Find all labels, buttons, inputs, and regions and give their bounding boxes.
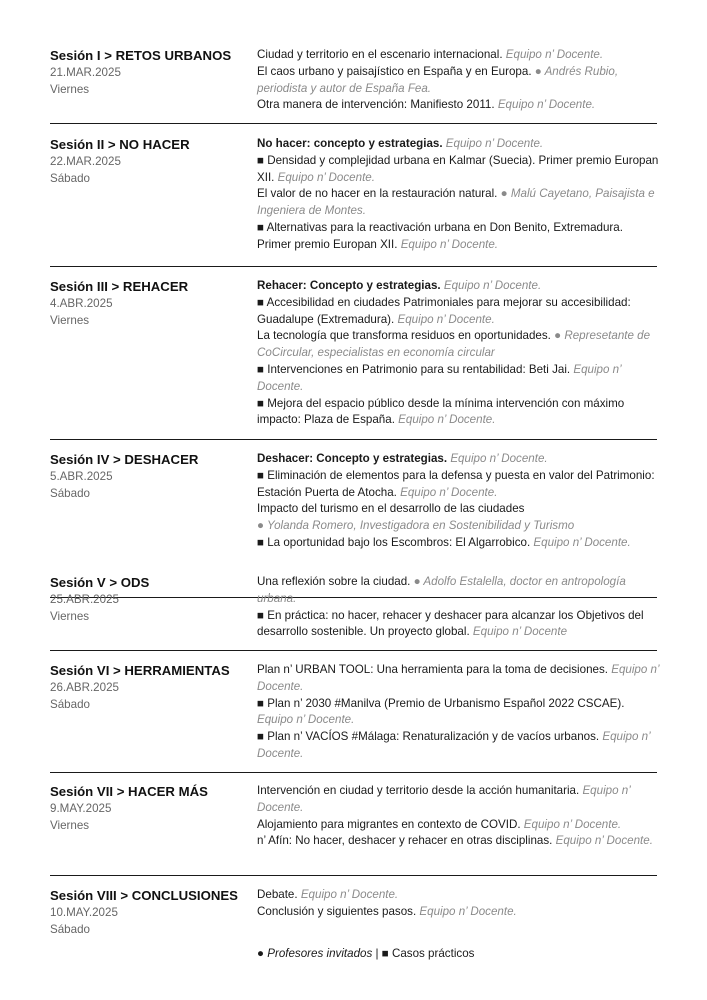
session-content bbox=[257, 574, 659, 641]
session-content bbox=[257, 783, 659, 850]
session-header bbox=[50, 887, 250, 938]
session-block bbox=[50, 278, 657, 440]
legend-cases: ■ Casos prácticos bbox=[381, 947, 475, 960]
speaker-note: Equipo n’ Docente. bbox=[533, 535, 631, 549]
topic-text: El valor de no hacer en la restauración natural. bbox=[257, 187, 501, 201]
topic-text: ■ La oportunidad bajo los Escombros: El Algarrobico. bbox=[257, 535, 534, 549]
session-header bbox=[50, 278, 250, 329]
session-line bbox=[257, 328, 659, 362]
session-block bbox=[50, 662, 657, 773]
session-line bbox=[257, 662, 659, 696]
session-line bbox=[257, 783, 659, 817]
session-title: Sesión II > NO HACER bbox=[50, 137, 190, 152]
session-day: Sábado bbox=[50, 172, 90, 185]
session-header bbox=[50, 451, 250, 502]
session-title: Sesión V > ODS bbox=[50, 575, 150, 590]
legend bbox=[257, 946, 474, 962]
session-line bbox=[257, 362, 659, 396]
session-title: Sesión VI > HERRAMIENTAS bbox=[50, 663, 230, 678]
session-title: Sesión VIII > CONCLUSIONES bbox=[50, 888, 238, 903]
speaker-note: Equipo n’ Docente. bbox=[445, 137, 544, 150]
topic-text: Ciudad y territorio en el escenario internacional. bbox=[257, 48, 506, 61]
session-line bbox=[257, 887, 659, 904]
session-content bbox=[257, 662, 659, 763]
session-line bbox=[257, 817, 659, 834]
session-block bbox=[50, 47, 657, 124]
session-date: 21.MAR.2025 bbox=[50, 66, 121, 79]
session-day: Viernes bbox=[50, 819, 90, 832]
topic-text: Intervención en ciudad y territorio desde la acción humanitaria. bbox=[257, 784, 583, 797]
session-date: 25.ABR.2025 bbox=[50, 593, 119, 606]
session-line bbox=[257, 64, 659, 98]
topic-text: n’ Afín: No hacer, deshacer y rehacer en otras disciplinas. bbox=[257, 834, 556, 848]
topic-text: La tecnología que transforma residuos en oportunidades. bbox=[257, 329, 555, 343]
session-line bbox=[257, 518, 659, 535]
session-content bbox=[257, 47, 659, 114]
speaker-note: ● Malú Cayetano, Paisajista e Ingeniera de Montes. bbox=[257, 187, 655, 218]
speaker-note: Equipo n’ Docente bbox=[472, 625, 568, 639]
session-day: Sábado bbox=[50, 698, 90, 711]
session-line bbox=[257, 186, 659, 220]
session-date: 22.MAR.2025 bbox=[50, 155, 121, 168]
session-line bbox=[257, 696, 659, 730]
speaker-note: Equipo n’ Docente. bbox=[419, 904, 517, 918]
session-line bbox=[257, 220, 659, 254]
speaker-note: Equipo n’ Docente. bbox=[505, 48, 604, 61]
speaker-note: ● Represetante de CoCircular, especialistas en economía circular bbox=[257, 329, 651, 360]
speaker-note: Equipo n’ Docente. bbox=[555, 834, 653, 848]
topic-text: ■ Plan n’ 2030 #Manilva (Premio de Urbanismo Español 2022 CSCAE). bbox=[257, 696, 625, 710]
session-line bbox=[257, 153, 659, 187]
session-date: 26.ABR.2025 bbox=[50, 681, 119, 694]
session-day: Viernes bbox=[50, 610, 90, 623]
session-line bbox=[257, 278, 659, 295]
speaker-note: Equipo n’ Docente. bbox=[400, 237, 499, 251]
topic-text: El caos urbano y paisajístico en España y en Europa. bbox=[257, 64, 535, 78]
topic-text: Debate. bbox=[257, 888, 301, 901]
topic-text: ■ Accesibilidad en ciudades Patrimoniales para mejorar su accesibilidad: Guadalupe (Extremadura). bbox=[257, 295, 631, 326]
session-date: 10.MAY.2025 bbox=[50, 906, 118, 919]
topic-text: Plan n’ URBAN TOOL: Una herramienta para la toma de decisiones. bbox=[257, 663, 612, 676]
session-line bbox=[257, 574, 659, 608]
topic-text: Alojamiento para migrantes en contexto de COVID. bbox=[257, 817, 524, 831]
session-content bbox=[257, 887, 659, 921]
session-line bbox=[257, 47, 659, 64]
session-line bbox=[257, 451, 659, 468]
session-line bbox=[257, 136, 659, 153]
session-day: Viernes bbox=[50, 83, 90, 96]
speaker-note: Equipo n’ Docente. bbox=[397, 312, 495, 326]
session-header bbox=[50, 574, 250, 625]
topic-text: Una reflexión sobre la ciudad. bbox=[257, 575, 414, 588]
topic-text: ■ En práctica: no hacer, rehacer y deshacer para alcanzar los Objetivos del desarrollo sostenible. Un proyecto global. bbox=[257, 608, 644, 639]
topic-heading: Deshacer: Concepto y estrategias. bbox=[257, 452, 451, 465]
session-header bbox=[50, 47, 250, 98]
session-content bbox=[257, 278, 659, 429]
speaker-note: Equipo n’ Docente. bbox=[398, 413, 496, 427]
session-header bbox=[50, 136, 250, 187]
speaker-note: Equipo n’ Docente. bbox=[450, 452, 548, 465]
speaker-note: Equipo n’ Docente. bbox=[400, 485, 498, 499]
topic-text: ■ Densidad y complejidad urbana en Kalmar (Suecia). Primer premio Europan XII. bbox=[257, 153, 659, 184]
session-line bbox=[257, 295, 659, 329]
session-line bbox=[257, 396, 659, 430]
speaker-note: Equipo n’ Docente. bbox=[300, 888, 399, 901]
session-header bbox=[50, 662, 250, 713]
session-date: 9.MAY.2025 bbox=[50, 802, 112, 815]
topic-text: ■ Intervenciones en Patrimonio para su rentabilidad: Beti Jai. bbox=[257, 362, 574, 376]
session-date: 5.ABR.2025 bbox=[50, 470, 113, 483]
topic-text: Impacto del turismo en el desarrollo de las ciudades bbox=[257, 502, 525, 516]
legend-guests: ● Profesores invitados bbox=[257, 947, 373, 960]
session-content bbox=[257, 451, 659, 552]
topic-text: ■ Eliminación de elementos para la defensa y puesta en valor del Patrimonio: Estación Puerta de Atocha. bbox=[257, 468, 655, 499]
speaker-note: Equipo n’ Docente. bbox=[497, 98, 596, 112]
speaker-note: Equipo n’ Docente. bbox=[257, 362, 622, 393]
speaker-note: ● Andrés Rubio, periodista y autor de España Fea. bbox=[257, 64, 619, 95]
legend-separator: | bbox=[372, 947, 382, 960]
topic-text: ■ Mejora del espacio público desde la mínima intervención con máximo impacto: Plaza de España. bbox=[257, 396, 625, 427]
session-line bbox=[257, 833, 659, 850]
session-line bbox=[257, 97, 659, 114]
speaker-note: Equipo n’ Docente. bbox=[257, 730, 651, 760]
speaker-note: ● Yolanda Romero, Investigadora en Sostenibilidad y Turismo bbox=[257, 519, 575, 533]
speaker-note: Equipo n’ Docente. bbox=[523, 817, 622, 831]
topic-heading: No hacer: concepto y estrategias. bbox=[257, 137, 446, 150]
topic-text: ■ Alternativas para la reactivación urbana en Don Benito, Extremadura. Primer premio Europan XII. bbox=[257, 220, 623, 251]
session-title: Sesión III > REHACER bbox=[50, 279, 189, 294]
session-header bbox=[50, 783, 250, 834]
session-line bbox=[257, 729, 659, 763]
topic-text: ■ Plan n’ VACÍOS #Málaga: Renaturalización y de vacíos urbanos. bbox=[257, 730, 603, 744]
session-content bbox=[257, 136, 659, 254]
speaker-note: Equipo n’ Docente. bbox=[257, 713, 355, 727]
speaker-note: Equipo n’ Docente. bbox=[277, 170, 375, 184]
speaker-note: ● Adolfo Estalella, doctor en antropología urbana. bbox=[257, 575, 626, 605]
session-block bbox=[50, 136, 657, 267]
session-date: 4.ABR.2025 bbox=[50, 297, 113, 310]
speaker-note: Equipo n’ Docente. bbox=[257, 784, 631, 814]
topic-heading: Rehacer: Concepto y estrategias. bbox=[257, 279, 444, 292]
session-block bbox=[50, 783, 657, 876]
session-day: Viernes bbox=[50, 314, 90, 327]
session-title: Sesión I > RETOS URBANOS bbox=[50, 48, 232, 63]
session-title: Sesión VII > HACER MÁS bbox=[50, 784, 208, 799]
session-line bbox=[257, 468, 659, 502]
speaker-note: Equipo n’ Docente. bbox=[257, 663, 659, 693]
topic-text: Conclusión y siguientes pasos. bbox=[257, 904, 420, 918]
session-block bbox=[50, 574, 657, 651]
session-block bbox=[50, 887, 657, 947]
session-title: Sesión IV > DESHACER bbox=[50, 452, 199, 467]
session-line bbox=[257, 501, 659, 518]
session-line bbox=[257, 608, 659, 642]
speaker-note: Equipo n’ Docente. bbox=[443, 279, 542, 292]
session-line bbox=[257, 535, 659, 552]
session-line bbox=[257, 904, 659, 921]
session-day: Sábado bbox=[50, 923, 90, 936]
session-day: Sábado bbox=[50, 487, 90, 500]
topic-text: Otra manera de intervención: Manifiesto 2011. bbox=[257, 98, 498, 112]
